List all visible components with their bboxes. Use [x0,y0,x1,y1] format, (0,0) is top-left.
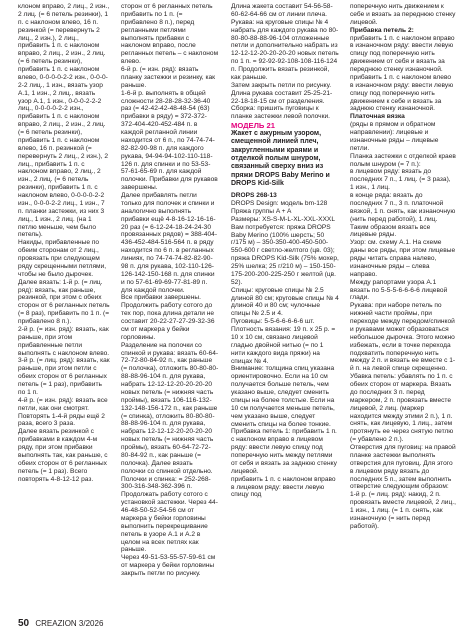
paragraph: Накиды, прибавленные по обеим сторонам от 2 лиц., провязать при следующем ряду скрещенными петлями, чтобы не было дырочек. [18,239,107,278]
paragraph: Через 49-51-53-55-57-59-61 см от маркера у бейки горловины закрыть петли по рисунку. [121,554,216,577]
paragraph: Плотность вязания: 19 п. x 25 р. = 10 x 10 см, связано лицевой гладью двойной нитью (= по 1 нити каждого вида пряжи) на спицах № 4. [231,326,336,365]
paragraph: Прибавка петель 1: прибавить 1 п. с наклоном вправо в лицевом ряду: ввести левую спицу под поперечную нить между петлями от себя и вязать за заднюю стенку лицевой. [231,428,337,475]
paragraph: Далее прибавлять петли только для полочек и спинки и аналогично выполнять прибавки ещё 4-8-16-12-16-16-20 раз (= 6-12-24-18-24-24-30 провязанных рядов) = 388-404-436-452-484-516-564 п. в ряду находится по 6 п. в регланных линиях, по 74-74-74-82-82-90-98 п. для рукава, 102-110-126-126-142-150-168 п. для спинки и по 57-61-69-69-77-81-89 п. для каждой полочки. [121,192,218,294]
text-column-3 [231,3,339,615]
text-column-4 [350,3,456,615]
paragraph: Далее вязать: 1-й р. (= лиц. ряд): вязать, как раньше, резинкой, при этом с обеих сторон от 6 регланных петель (= 8 раз), прибавить по 1 п. (= прибавлено 8 п.). [18,278,110,325]
paragraph: прибавить 1 п. с наклоном влево в изнаночном ряду: ввести левую спицу под поперечную нить движением к себе и вязать за заднюю стенку изнаночной. [350,73,454,113]
paragraph: 1-6-й р. выполнять в общей сложности 28-28-28-32-36-40 раз (= 42-42-42-48-48-54 (63) прибавки в ряду) = 372-372-372-404-420-452-484 п. в каждой регланной линии находится от 6 п., по 74-74-74-82-82-90-98 п. для каждого рукава, 94-94-94-102-110-118-126 п. для спинки и по 53-53-57-61-65-69 п. для каждой полочки. Прибавки для рукавов завершены. [121,89,218,192]
paragraph: в конце ряда: вязать до последних 7 п., 3 п. платочной вязкой, 1 п. снять, как изнаночную (нить перед работой), 1 лиц. [350,192,456,223]
text-column-1 [18,3,110,615]
paragraph: Все прибавки завершены. Продолжить работу сотого до тех пор, пока длина детали не составит 20-22-27-27-29-32-36 см от маркера у бейки горловины. [121,294,215,341]
paragraph: поперечную нить движением к себе и вязать за переднюю стенку лицевой. [350,3,456,26]
paragraph: Повторять 1-4-й ряды ещё 2 раза, всего 3 раза. [18,412,105,428]
paragraph: 3-й р. (= лиц. ряд): вязать, как раньше, при этом петли с обеих сторон от 6 регланных петель (= 1 раз), прибавить по 1 п. [18,357,110,396]
paragraph: Вам потребуется: пряжа DROPS Baby Merino (100% шерсть; 50 г/175 м) – 350-350-400-450-500-550-600 г светло-желтого (цв. 03); пряжа DROPS Kid-Silk (75% мохер, 25% шелка; 25 г/210 м) – 150-150-175-200-200-225-250 г желтой (цв. 52). [231,223,339,286]
paragraph: Узор: см. схему A.1. На схеме даны все ряды, при этом лицевые ряды читать справа налево, изнаночные ряды – слева направо. [350,239,456,278]
page-number: 50 [18,618,30,629]
paragraph: Размеры: XS-S-M-L-XL-XXL-XXXL [231,215,335,223]
paragraph: 6-й р. (= изн. ряд): вязать планку застежки и резинку, как раньше. [121,66,216,89]
paragraph: Убавка петель: убавлять по 1 п. с обеих сторон от маркера. Вязать до последних 3 п. перед маркером, 2 п. провязать вместе лицевой, 2 лиц. (маркер находится между этими 2 п.), 1 п. снять, как лицевую, 1 лиц., затем протянуть ее через снятую петлю (= убавлено 2 п.). [350,373,454,444]
publication-name: CREAZION 3/2026 [35,619,104,628]
paragraph: Сборка: пришить пуговицы к планке застежки левой полочки. [231,105,331,121]
paragraph: (ряды в прямом и обратном направлении): лицевые и изнаночные ряды – лицевые петли. [350,121,439,152]
paragraph: сторон от 6 регланных петель прибавить по 1 п. (= прибавлено 8 п.), перед регланными петлями выполнять прибавки с наклоном вправо, после регланных петель – с наклоном влево. [121,3,219,66]
paragraph: клоном вправо, 2 лиц., 2 изн., 2 лиц. (= 6 петель резинки), 1 п. с наклоном влево, 16 п. резинкой (= перевернуть 2 лиц., 2 изн.), 2 лиц., прибавить 1 п. с наклоном вправо, 2 лиц., 2 изн., 2 лиц. (= 6 петель резинки), прибавить 1 п. с наклоном влево, 0-0-0-0-2-2 изн., 0-0-0-2-2 лиц., 1 изн., вязать узор A.1, 1 изн., 2 лиц., вязать узор A.1, 1 изн., 0-0-0-2-2-2 лиц., 0-0-0-0-2-2 изн., прибавить 1 п. с наклоном вправо, 2 лиц., 2 изн., 2 лиц. (= 6 петель резинки), прибавить 1 п. с наклоном влево, 16 п. резинкой (= перевернуть 2 лиц., 2 изн.), 2 лиц., прибавить 1 п. с наклоном вправо, 2 лиц., 2 изн., 2 лиц. (= 6 петель резинки), прибавить 1 п. с наклоном влево, 0-0-0-0-2-2 изн., 0-0-0-2-2 лиц., 1 изн., 7 п. планки застежки, из них 3 лиц., 1 изн., 2 лиц. (на 1 петлю меньше, чем было петель). [18,3,110,239]
paragraph: Рукава: на круговые спицы № 4 набрать для каждого рукава по 80-80-80-88-88-96-104 отложенные петли и дополнительно набрать из 12-12-12-20-20-20-20 новых петель по 1 п. = 92-92-92-108-108-116-124 п. Продолжить вязать резинкой, как раньше. [231,18,339,81]
paragraph: Пуговицы: 5-5-6-6-6-6-6 шт. [231,318,315,326]
paragraph: Внимание: толщина спиц указана ориентировочно. Если на 10 см получается больше петель, чем указано выше, следует сменить спицы на более толстые. Если на 10 см получается меньше петель, чем указано выше, следует сменить спицы на более тонкие. [231,365,335,428]
paragraph: прибавить 1 п. с наклоном вправо в лицевом ряду: ввести левую спицу под [231,475,336,499]
paragraph: Отверстия для пуговиц: на правой планке застежки выполнять отверстия для пуговиц. Для этого в лицевом ряду вязать до последних 5 п., затем выполнить отверстие следующим образом: [350,444,456,491]
paragraph: Пряжа группы A + A [231,207,292,215]
paragraph: Затем закрыть петли по рисунку. Длина рукава составит 25-25-21-22-18-18-15 см от разделения. [231,81,333,105]
page-footer [18,618,103,629]
model-title: Жакет с ажурным узором, смещенной линией плеч, закругленными краями и отделкой полым шнуром, связанный сверху вниз из пряжи DROPS Baby Merino и DROPS Kid-Silk [231,130,330,187]
paragraph: Разделение на полочки со спинкой и рукава: вязать 60-64-72-72-80-84-92 п., как раньше (= полочка), отложить 80-80-80-88-88-96-104 п. для рукава, набрать 12-12-12-20-20-20-20 новых петель (= нижняя часть проймы), вязать 106-116-132-132-148-156-172 п., как раньше (= спинка), отложить 80-80-80-88-88-96-104 п. для рукава, набрать 12-12-12-20-20-20-20 новых петель (= нижняя часть проймы), вязать 60-64-72-72-80-84-92 п., как раньше (= полочка). Далее вязать полочки со спинкой отдельно. [121,341,219,475]
model-heading: МОДЕЛЬ 21 [231,121,275,131]
text-column-2 [121,3,219,615]
paragraph: прибавить 1 п. с наклоном вправо в изнаночном ряду: ввести левую спицу под поперечную нить движением от себя и вязать за переднюю стенку изнаночной. [350,34,455,73]
paragraph: Длина жакета составит 54-56-58-60-62-64-66 см от линии плеча. [231,3,333,18]
paragraph: Планка застежки с отделкой краев полым шнуром (= 7 п.): [350,152,456,168]
paragraph: 1-й р. (= лиц. ряд): накид, 2 п. провязать вместе лицевой, 2 лиц., 1 изн., 1 лиц. (= 1 п. снять, как изнаночную (= нить перед работой). [350,491,456,530]
paragraph: Между рапортами узора A.1 вязать по 5-5-5-6-6-6-6 лицевой глади. [350,278,448,302]
section-heading: Платочная вязка [350,113,405,121]
paragraph: 4-й р. (= изн. ряд): вязать все петли, как они смотрят. [18,396,108,412]
paragraph: 2-й р. (= изн. ряд): вязать, как раньше, при этом прибавленные петли выполнять с наклоном влево. [18,325,110,357]
section-heading: Прибавка петель 2: [350,26,414,34]
paragraph: Далее вязать резинкой с прибавками в каждом 4-м ряду, при этом прибавки выполнять так, как раньше, с обеих сторон от 6 регланных петель (= 1 раз). Всего повторять 4-8-12-12 раз. [18,428,108,483]
paragraph: в лицевом ряду: вязать до последних 7 п., 1 лиц. (= 3 раза), 1 изн., 1 лиц. [350,168,451,192]
paragraph: Таким образом вязать все лицевые ряды. [350,223,431,239]
paragraph: DROPS Design: модель bm-128 [231,200,328,208]
paragraph: Полочки и спинка: = 252-268-300-316-348-362-396 п. Продолжать работу сотого с установкой застежки. Через 44-46-48-50-52-54-56 см от маркера у бейки горловины выполнить перекрещивание петель в узоре A.1 и A.2 в целом на всех петлях как раньше. [121,475,218,554]
paragraph: Рукава: при наборе петель по нижней части проймы, при переходе между передом/спинкой и рукавами может образоваться небольшое дырочка. Этого можно избежать, если в точке перехода подхватить поперечную нить между 2 п. и вязать ее вместе с 1-й п. на левой спице скрещенно. [350,302,456,373]
pattern-code: DROPS 268-13 [231,192,277,200]
paragraph: Спицы: круговые спицы № 2.5 длиной 80 см; круговые спицы № 4 длиной 40 и 80 см; чулочные спицы № 2.5 и 4. [231,286,339,318]
